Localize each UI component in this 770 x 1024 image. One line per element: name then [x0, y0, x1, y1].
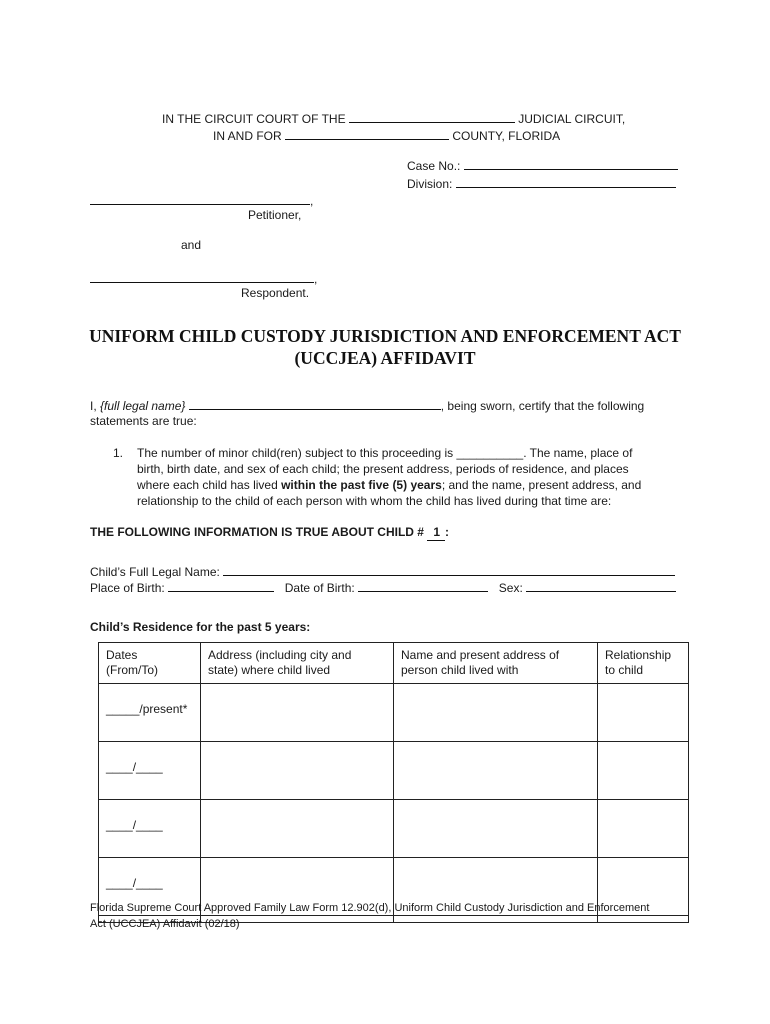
respondent-label: Respondent.: [241, 286, 310, 300]
division-label: Division:: [407, 177, 453, 191]
court-caption-prefix: IN THE CIRCUIT COURT OF THE: [162, 112, 346, 126]
dates-cell[interactable]: ____/____: [99, 800, 201, 858]
full-legal-name-hint: {full legal name}: [100, 399, 186, 413]
division-row: [407, 176, 676, 192]
item-1-line-1: The number of minor child(ren) subject to this proceeding is __________. The name, place of: [137, 446, 633, 460]
intro-line-2: statements are true:: [90, 414, 197, 428]
sex-field[interactable]: [526, 580, 676, 592]
court-caption-line-1: [162, 111, 625, 127]
case-number-label: Case No.:: [407, 159, 461, 173]
relationship-cell[interactable]: [598, 742, 689, 800]
sex-label: Sex:: [498, 581, 523, 595]
and-label: and: [181, 238, 202, 252]
child-full-name-field[interactable]: [223, 564, 675, 576]
petitioner-name-row: ,: [90, 193, 313, 209]
form-title-line-1: UNIFORM CHILD CUSTODY JURISDICTION AND ENFORCEMENT ACT: [89, 326, 681, 346]
item-1-number: 1.: [113, 446, 124, 460]
column-header-dates: Dates (From/To): [99, 643, 201, 684]
child-name-row: [90, 564, 675, 580]
child-number-field[interactable]: 1: [427, 525, 445, 541]
case-number-row: [407, 158, 678, 174]
child-heading: THE FOLLOWING INFORMATION IS TRUE ABOUT CHILD # 1 :: [90, 525, 450, 539]
petitioner-name-field[interactable]: [90, 193, 310, 205]
person-cell[interactable]: [394, 742, 598, 800]
court-caption-suffix: JUDICIAL CIRCUIT,: [518, 112, 626, 126]
residence-table: [98, 642, 689, 923]
address-cell[interactable]: [201, 800, 394, 858]
person-cell[interactable]: [394, 800, 598, 858]
table-row: [99, 800, 689, 858]
intro-suffix: , being sworn, certify that the following: [440, 399, 645, 413]
address-cell[interactable]: [201, 684, 394, 742]
county-suffix: COUNTY, FLORIDA: [452, 129, 561, 143]
date-of-birth-field[interactable]: [358, 580, 488, 592]
item-1-line-4: relationship to the child of each person with whom the child has lived during that time are:: [137, 494, 612, 508]
county-prefix: IN AND FOR: [213, 129, 282, 143]
date-of-birth-label: Date of Birth:: [284, 581, 355, 595]
child-full-name-label: Child’s Full Legal Name:: [90, 565, 220, 579]
column-header-person: Name and present address of person child lived with: [394, 643, 598, 684]
dates-cell[interactable]: ____/____: [99, 858, 201, 916]
form-footer-line-2: Act (UCCJEA) Affidavit (02/18): [90, 918, 240, 930]
place-of-birth-label: Place of Birth:: [90, 581, 165, 595]
court-caption-line-2: [213, 128, 560, 144]
petitioner-label: Petitioner,: [248, 208, 302, 222]
division-field[interactable]: [456, 176, 676, 188]
full-legal-name-field[interactable]: [189, 398, 441, 410]
relationship-cell[interactable]: [598, 684, 689, 742]
child-birth-row: [90, 580, 676, 596]
table-row: [99, 684, 689, 742]
address-cell[interactable]: [201, 742, 394, 800]
form-footer-line-1: Florida Supreme Court Approved Family Law Form 12.902(d), Uniform Child Custody Jurisdiction and Enforcement: [90, 902, 650, 914]
intro-prefix: I,: [90, 399, 101, 413]
respondent-name-field[interactable]: [90, 271, 314, 283]
county-field[interactable]: [285, 128, 449, 140]
relationship-cell[interactable]: [598, 800, 689, 858]
respondent-name-row: ,: [90, 271, 317, 287]
item-1-line-3: where each child has lived within the past five (5) years; and the name, present address, and: [137, 478, 642, 492]
residence-heading: Child’s Residence for the past 5 years:: [90, 620, 311, 634]
column-header-address: Address (including city and state) where child lived: [201, 643, 394, 684]
five-years-emphasis: within the past five (5) years: [281, 478, 442, 492]
case-number-field[interactable]: [464, 158, 678, 170]
judicial-circuit-field[interactable]: [349, 111, 515, 123]
table-row: [99, 742, 689, 800]
column-header-relationship: Relationship to child: [598, 643, 689, 684]
place-of-birth-field[interactable]: [168, 580, 274, 592]
intro-line-1: [90, 398, 644, 414]
residence-table-header: [99, 643, 689, 684]
dates-cell[interactable]: ____/____: [99, 742, 201, 800]
dates-cell[interactable]: _____/present*: [99, 684, 201, 742]
person-cell[interactable]: [394, 684, 598, 742]
item-1-line-2: birth, birth date, and sex of each child; the present address, periods of residence, and places: [137, 462, 629, 476]
form-title-line-2: (UCCJEA) AFFIDAVIT: [294, 348, 476, 368]
